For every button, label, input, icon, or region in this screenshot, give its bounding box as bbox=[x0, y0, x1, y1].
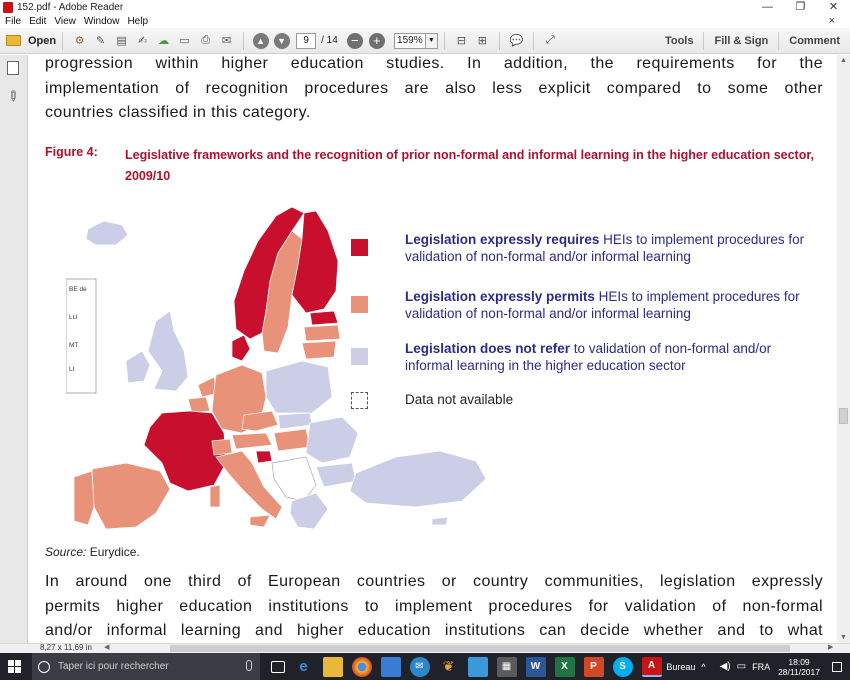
excel-icon[interactable]: X bbox=[555, 657, 575, 677]
text-line: implementation of recognition procedures are also less explicit compared to some other bbox=[45, 79, 823, 97]
fit-page-icon[interactable]: ⊟ bbox=[456, 35, 466, 47]
clock[interactable] bbox=[778, 657, 820, 677]
edge-icon[interactable]: e bbox=[299, 658, 308, 675]
map-inset-box bbox=[66, 279, 96, 393]
text-line: In around one third of European countries or country communities, legislation expressly bbox=[45, 573, 823, 590]
calculator-icon[interactable]: ▦ bbox=[497, 657, 517, 677]
cortana-icon bbox=[38, 661, 50, 673]
map-region-portugal bbox=[74, 471, 94, 525]
title-bar bbox=[0, 0, 850, 15]
source-label: Source: bbox=[45, 545, 87, 559]
legend-text-no-reference bbox=[405, 340, 820, 374]
figure-source bbox=[45, 545, 140, 559]
legend-text-permits bbox=[405, 288, 820, 322]
next-page-icon[interactable]: ▼ bbox=[274, 33, 290, 49]
scroll-thumb[interactable] bbox=[839, 408, 848, 424]
scroll-right-icon[interactable]: ▶ bbox=[828, 644, 834, 651]
restore-button[interactable]: ❐ bbox=[795, 1, 806, 13]
fit-width-icon[interactable]: ⊞ bbox=[477, 35, 487, 47]
menu-help[interactable]: Help bbox=[127, 16, 149, 27]
zoom-in-icon[interactable]: + bbox=[369, 33, 385, 49]
scroll-down-icon[interactable]: ▼ bbox=[840, 634, 847, 641]
paragraph-top bbox=[45, 55, 823, 126]
volume-icon[interactable]: ◀) bbox=[719, 661, 731, 672]
skype-icon[interactable]: S bbox=[613, 657, 633, 677]
toolbar-divider bbox=[62, 32, 63, 50]
source-text: Eurydice. bbox=[86, 545, 140, 559]
menu-file[interactable]: File bbox=[5, 16, 22, 27]
input-language[interactable]: FRA bbox=[752, 661, 771, 672]
print-icon[interactable]: ⎙ bbox=[201, 34, 211, 46]
legend-swatch-not-available bbox=[351, 392, 368, 409]
acrobat-reader-icon[interactable]: A bbox=[642, 657, 662, 677]
figure-title: Legislative frameworks and the recognition of prior non-formal and informal learning in the higher education sector, 2009/10 bbox=[125, 148, 814, 183]
toolbar-divider bbox=[533, 32, 534, 50]
legend-swatch-no-reference bbox=[351, 348, 368, 365]
comment-bubble-icon[interactable]: 💬 bbox=[509, 35, 524, 47]
task-view-icon[interactable] bbox=[271, 661, 285, 673]
map-region-sardinia bbox=[210, 485, 220, 507]
taskbar-apps bbox=[266, 653, 666, 680]
desktop-toolbar-label[interactable]: Bureau bbox=[666, 661, 696, 672]
close-document-button[interactable]: × bbox=[828, 15, 835, 27]
legend-rest: HEIs to implement procedures for validation of non-formal and/or informal learning bbox=[405, 289, 800, 321]
legend-rest: Data not available bbox=[405, 392, 514, 407]
legend-text-requires bbox=[405, 231, 820, 265]
map-region-belgium bbox=[188, 397, 210, 413]
map-region-slovenia bbox=[256, 451, 272, 463]
legend-bold: Legislation expressly permits bbox=[405, 289, 595, 304]
legend-bold: Legislation does not refer bbox=[405, 341, 571, 356]
map-region-lithuania bbox=[302, 341, 336, 359]
map-region-hungary bbox=[274, 429, 310, 451]
map-region-switzerland bbox=[212, 439, 232, 455]
save-icon[interactable]: ▭ bbox=[179, 35, 190, 47]
windows-logo-icon bbox=[15, 660, 21, 666]
fill-sign-pane-button[interactable]: Fill & Sign bbox=[714, 35, 769, 47]
minimize-button[interactable]: — bbox=[762, 1, 773, 13]
vertical-scrollbar[interactable] bbox=[837, 55, 850, 643]
map-inset-label: MT bbox=[69, 342, 79, 349]
map-inset-label: BE de bbox=[69, 286, 87, 293]
read-mode-icon[interactable]: ⤢ bbox=[545, 34, 555, 46]
page-total: / 14 bbox=[321, 35, 338, 46]
sign-icon[interactable]: ✍ bbox=[138, 35, 148, 47]
export-pdf-icon[interactable]: ▤ bbox=[116, 35, 127, 47]
document-view[interactable] bbox=[29, 55, 837, 643]
paragraph-bottom bbox=[45, 570, 823, 643]
windows-logo-icon bbox=[8, 660, 14, 666]
tools-pane-button[interactable]: Tools bbox=[664, 35, 694, 47]
toolbar-divider bbox=[499, 32, 500, 50]
map-region-poland bbox=[266, 361, 332, 413]
notifications-icon[interactable] bbox=[832, 662, 842, 672]
comment-pane-button[interactable]: Comment bbox=[789, 35, 840, 47]
taskbar-search-box[interactable] bbox=[32, 653, 260, 680]
map-region-estonia bbox=[310, 311, 338, 325]
text-line: permits higher education institutions to implement procedures for validation of non-formal bbox=[45, 597, 823, 615]
clock-time: 18:09 bbox=[788, 656, 810, 667]
store-icon[interactable] bbox=[381, 657, 401, 677]
legend-bold: Legislation expressly requires bbox=[405, 232, 600, 247]
horizontal-scroll-thumb[interactable] bbox=[170, 645, 790, 652]
chrome-icon[interactable] bbox=[352, 657, 372, 677]
text-line: progression within higher education studies. In addition, the requirements for the bbox=[45, 55, 823, 72]
open-button[interactable] bbox=[6, 35, 56, 47]
navigation-panel bbox=[0, 55, 28, 643]
scroll-up-icon[interactable]: ▲ bbox=[840, 57, 847, 64]
map-inset-label: LI bbox=[69, 366, 75, 373]
zoom-dropdown-icon[interactable]: ▼ bbox=[426, 33, 438, 49]
text-line: countries classified in this category. bbox=[45, 104, 311, 121]
adobe-reader-icon bbox=[3, 2, 13, 13]
word-icon[interactable]: W bbox=[526, 657, 546, 677]
figure-label: Figure 4: bbox=[45, 145, 98, 159]
windows-logo-icon bbox=[15, 667, 21, 673]
windows-logo-icon bbox=[8, 667, 14, 673]
scroll-left-icon[interactable]: ◀ bbox=[104, 644, 110, 651]
legend-text-not-available bbox=[405, 391, 820, 408]
page-thumbnails-icon[interactable] bbox=[7, 61, 19, 75]
cloud-upload-icon[interactable]: ☁ bbox=[158, 35, 170, 47]
folder-icon bbox=[6, 35, 21, 46]
legend-swatch-permits bbox=[351, 296, 368, 313]
menu-view[interactable]: View bbox=[54, 16, 76, 27]
start-button[interactable] bbox=[8, 660, 21, 673]
map-region-latvia bbox=[304, 325, 340, 341]
clock-date: 28/11/2017 bbox=[778, 666, 820, 677]
toolbar bbox=[0, 28, 850, 54]
close-button[interactable]: ✕ bbox=[828, 1, 839, 13]
microphone-icon[interactable] bbox=[246, 660, 252, 671]
system-tray bbox=[666, 653, 850, 680]
open-label: Open bbox=[28, 34, 57, 47]
previous-page-icon[interactable]: ▲ bbox=[253, 33, 269, 49]
legend-rest: HEIs to implement procedures for validation of non-formal and/or informal learning bbox=[405, 232, 805, 264]
menu-edit[interactable]: Edit bbox=[29, 16, 47, 27]
toolbar-divider bbox=[444, 32, 445, 50]
powerpoint-icon[interactable]: P bbox=[584, 657, 604, 677]
zoom-level-input[interactable]: 159% bbox=[394, 33, 426, 49]
butterfly-icon[interactable]: ❦ bbox=[442, 658, 455, 674]
window-title: 152.pdf - Adobe Reader bbox=[17, 2, 124, 13]
photos-icon[interactable] bbox=[468, 657, 488, 677]
email-icon[interactable]: ✉ bbox=[222, 35, 232, 47]
search-placeholder: Taper ici pour rechercher bbox=[58, 661, 169, 672]
toolbar-divider bbox=[243, 32, 244, 50]
map-inset-label: LU bbox=[69, 314, 78, 321]
page-size-label: 8,27 x 11,69 in bbox=[40, 643, 92, 652]
zoom-out-icon[interactable]: − bbox=[347, 33, 363, 49]
legend-rest: to validation of non-formal and/or informal learning in the higher education sector bbox=[405, 341, 772, 373]
file-explorer-icon[interactable] bbox=[323, 657, 343, 677]
mail-icon[interactable]: ✉ bbox=[410, 657, 430, 677]
edit-pdf-icon[interactable]: ✎ bbox=[96, 35, 106, 47]
network-icon[interactable]: ▭ bbox=[736, 661, 747, 672]
menu-window[interactable]: Window bbox=[83, 16, 120, 27]
page-number-input[interactable]: 9 bbox=[296, 33, 316, 49]
show-hidden-icons-icon[interactable]: ^ bbox=[701, 661, 706, 672]
legend-swatch-requires bbox=[351, 239, 368, 256]
text-line: and/or informal learning and higher education institutions can decide whether and to what bbox=[45, 622, 823, 639]
attachments-icon[interactable]: ✎ bbox=[3, 86, 24, 106]
menu-bar bbox=[0, 15, 850, 28]
create-pdf-icon[interactable]: ⚙ bbox=[74, 35, 85, 47]
status-bar bbox=[0, 643, 850, 653]
windows-taskbar bbox=[0, 653, 850, 680]
